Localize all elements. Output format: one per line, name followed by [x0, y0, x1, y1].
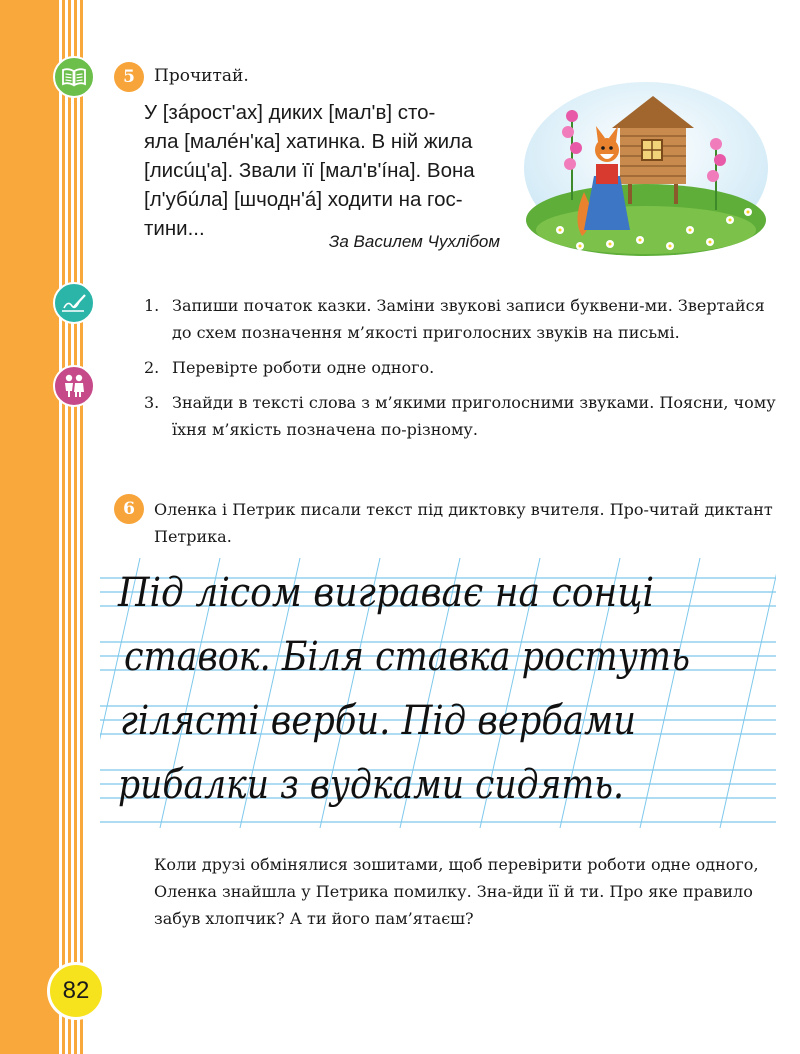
dictation-line: гілясті верби. Під вербами — [120, 698, 636, 744]
story-text — [144, 98, 502, 243]
children-icon — [53, 365, 95, 407]
question-item — [144, 354, 776, 381]
dictation-line: ставок. Біля ставка ростуть — [124, 634, 690, 680]
task-heading: Прочитай. — [154, 66, 249, 86]
copybook-page — [100, 558, 776, 828]
page-number: 82 — [47, 962, 105, 1020]
question-number: 2. — [144, 358, 160, 377]
closing-paragraph: Коли друзі обмінялися зошитами, щоб перевірити роботи одне одного, Оленка знайшла у Петрика помилку. Зна-йди її й ти. Про яке правило забув хлопчик? А ти його пам’ятаєш? — [154, 855, 759, 928]
pen-icon — [53, 282, 95, 324]
question-text: Перевірте роботи одне одного. — [172, 358, 435, 377]
task-number-badge: 5 — [114, 62, 144, 92]
story-line: [лисúц'а]. Звали її [мал'в'íна]. Вона — [144, 159, 475, 182]
margin-band — [0, 0, 56, 1054]
question-number: 3. — [144, 393, 160, 412]
question-item — [144, 389, 776, 443]
book-icon — [53, 56, 95, 98]
question-item — [144, 292, 776, 346]
dictation-line: Під лісом виграває на сонці — [117, 570, 655, 616]
dictation-line: рибалки з вудками сидять. — [118, 762, 624, 808]
task-number-badge: 6 — [114, 494, 144, 524]
story-line: тини... — [144, 217, 205, 240]
author-attribution: За Василем Чухлібом — [328, 232, 500, 251]
fox-cottage-illustration — [520, 80, 772, 256]
story-line: [л'убúла] [шчодн'á] ходити на гос- — [144, 188, 463, 211]
story-line: У [зáрост'ах] диких [мал'в] сто- — [144, 101, 436, 124]
task-questions — [144, 292, 776, 451]
margin-stripes — [56, 0, 84, 1054]
question-text: Знайди в тексті слова з м’якими приголосними звуками. Поясни, чому їхня м’якість позначена по-різному. — [172, 393, 776, 439]
question-text: Запиши початок казки. Заміни звукові записи буквени-ми. Звертайся до схем позначення м’якості приголосних звуків на письмі. — [172, 296, 765, 342]
story-line: яла [малéн'ка] хатинка. В ній жила — [144, 130, 473, 153]
task-instruction: Оленка і Петрик писали текст під диктовку вчителя. Про-читай диктант Петрика. — [154, 500, 773, 546]
question-number: 1. — [144, 296, 160, 315]
